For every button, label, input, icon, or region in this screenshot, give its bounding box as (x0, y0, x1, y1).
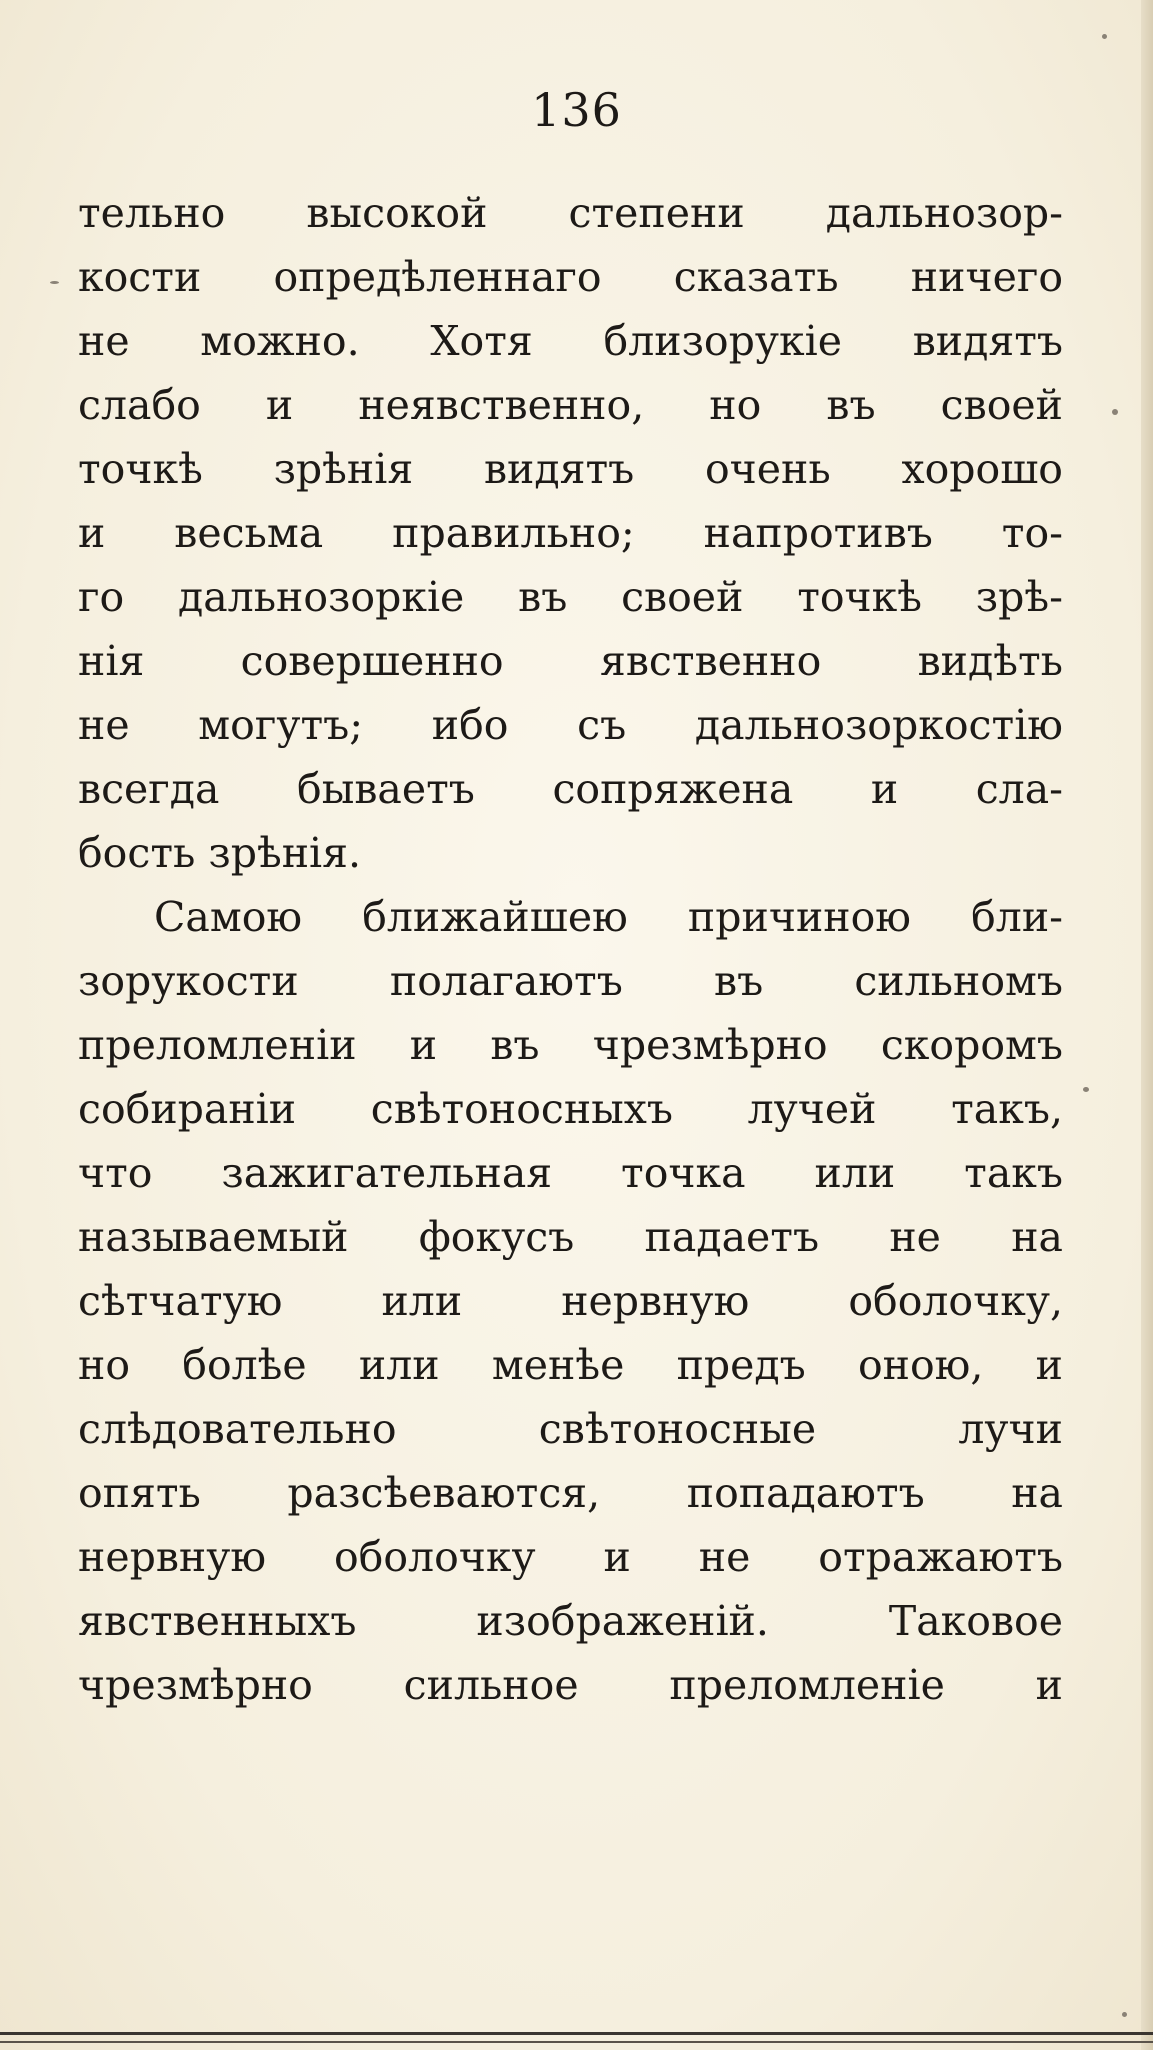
text-line: что зажигательная точка или такъ (78, 1149, 1063, 1197)
text-line: всегда бываетъ сопряжена и сла- (78, 765, 1063, 813)
text-line: и весьма правильно; напротивъ то- (78, 509, 1063, 557)
text-line: слабо и неявственно, но въ своей (78, 381, 1063, 429)
text-line: чрезмѣрно сильное преломленіе и (78, 1661, 1063, 1709)
paper-speck (1083, 1087, 1089, 1092)
text-line: собираніи свѣтоносныхъ лучей такъ, (78, 1085, 1063, 1133)
text-line: зорукости полагаютъ въ сильномъ (78, 957, 1063, 1005)
text-line: называемый фокусъ падаетъ не на (78, 1213, 1063, 1261)
bottom-edge-line (0, 2032, 1153, 2035)
text-line: слѣдовательно свѣтоносные лучи (78, 1405, 1063, 1453)
text-line: не могутъ; ибо съ дальнозоркостію (78, 701, 1063, 749)
text-line: опять разсѣеваются, попадаютъ на (78, 1469, 1063, 1517)
paragraph-end-line: бость зрѣнія. (78, 829, 362, 877)
text-line: кости опредѣленнаго сказать ничего (78, 253, 1063, 301)
paper-speck (1112, 409, 1118, 415)
text-line: го дальнозоркіе въ своей точкѣ зрѣ- (78, 573, 1063, 621)
bottom-edge-line (0, 2041, 1153, 2043)
paper-speck (1122, 2012, 1127, 2017)
text-line: нія совершенно явственно видѣть (78, 637, 1063, 685)
text-line: преломленіи и въ чрезмѣрно скоромъ (78, 1021, 1063, 1069)
text-line: явственныхъ изображеній. Таковое (78, 1597, 1063, 1645)
paper-speck (50, 281, 59, 284)
paper-speck (1102, 34, 1107, 39)
page-number: 136 (531, 83, 622, 137)
text-line: не можно. Хотя близорукіе видятъ (78, 317, 1063, 365)
text-line: сѣтчатую или нервную оболочку, (78, 1277, 1063, 1325)
text-line: но болѣе или менѣе предъ оною, и (78, 1341, 1063, 1389)
text-line: точкѣ зрѣнія видятъ очень хорошо (78, 445, 1063, 493)
text-line: тельно высокой степени дальнозор- (78, 189, 1063, 237)
page-edge (1141, 0, 1153, 2050)
body-text (78, 181, 1063, 1717)
paragraph-start-line: Самою ближайшею причиною бли- (154, 893, 1063, 941)
text-line: нервную оболочку и не отражаютъ (78, 1533, 1063, 1581)
